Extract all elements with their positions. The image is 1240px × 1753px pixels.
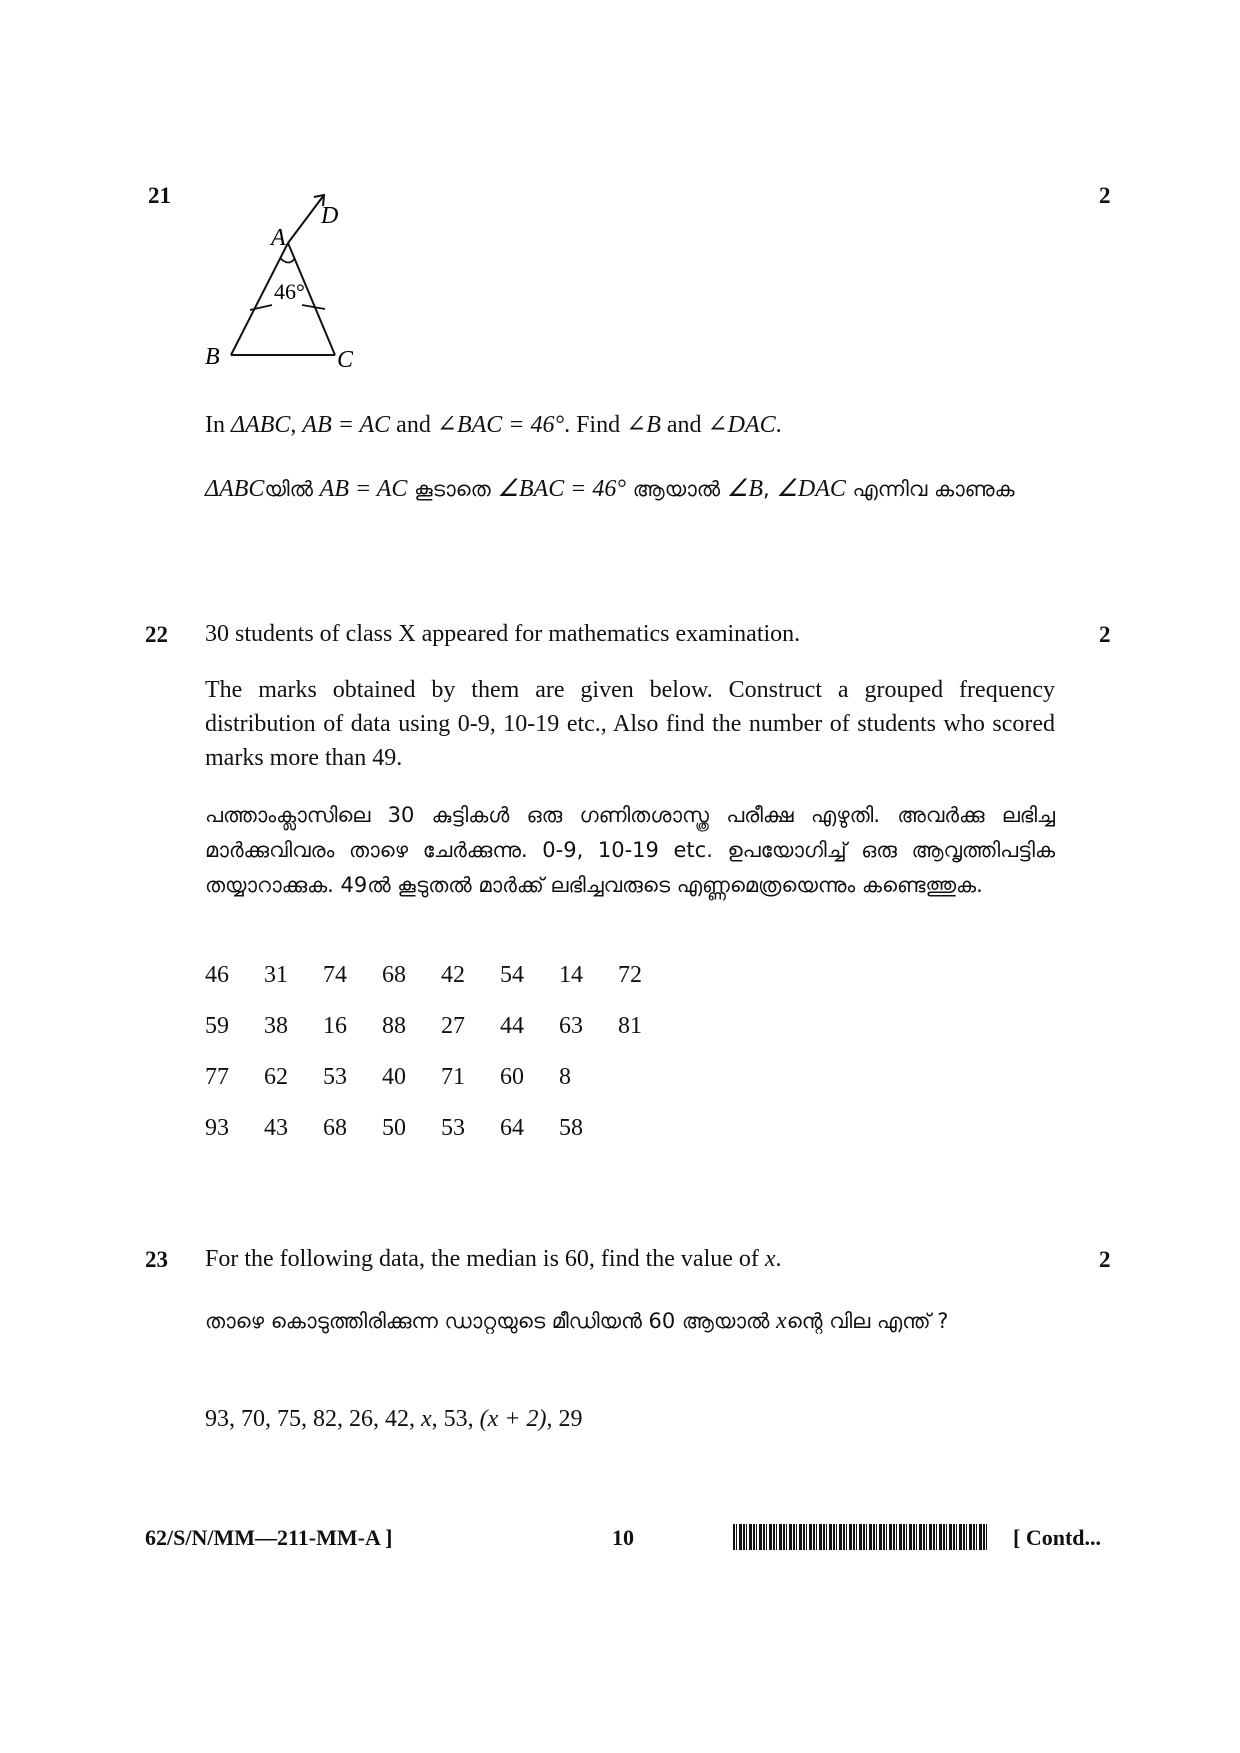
label-c: C <box>337 347 354 370</box>
label-d: D <box>321 203 339 229</box>
q23-malayalam-text: താഴെ കൊടുത്തിരിക്കുന്ന ഡാറ്റയുടെ മീഡിയൻ 60 ആയാൽ xന്റെ വില എന്ത് ? <box>205 1308 949 1334</box>
data-row: 77 62 53 40 71 60 8 <box>205 1064 571 1090</box>
data-row: 46 31 74 68 42 54 14 72 <box>205 962 642 988</box>
q23-english-text: For the following data, the median is 60, find the value of x. <box>205 1246 782 1272</box>
question-number-22: 22 <box>145 622 168 647</box>
q23-data-values: 93, 70, 75, 82, 26, 42, x, 53, (x + 2), 29 <box>205 1406 583 1432</box>
equal-tick-ab <box>250 305 272 310</box>
question-number-21: 21 <box>148 183 171 208</box>
question-marks-22: 2 <box>1099 622 1111 647</box>
angle-arc <box>280 258 295 263</box>
paper-code: 62/S/N/MM—211-MM-A ] <box>145 1525 393 1550</box>
barcode <box>733 1524 988 1550</box>
question-marks-21: 2 <box>1099 183 1111 208</box>
question-marks-23: 2 <box>1099 1247 1111 1272</box>
label-b: B <box>205 344 220 370</box>
data-row: 93 43 68 50 53 64 58 <box>205 1115 583 1141</box>
triangle-figure <box>190 185 390 370</box>
q22-english-line: 30 students of class X appeared for mathematics examination. <box>205 621 801 647</box>
label-a: A <box>271 225 286 251</box>
q22-marks-data <box>205 962 677 1142</box>
q22-english-paragraph: The marks obtained by them are given below. Construct a grouped frequency distribution of data using 0-9, 10-19 etc., Also find the number of students who scored marks more than 49. <box>205 677 1055 771</box>
q21-english-text: In ΔABC, AB = AC and ∠BAC = 46°. Find ∠B and ∠DAC. <box>205 412 782 438</box>
q21-malayalam-text: ΔABCയിൽ AB = AC കൂടാതെ ∠BAC = 46° ആയാൽ ∠B, ∠DAC എന്നിവ കാണുക <box>205 476 1015 502</box>
label-angle: 46° <box>274 279 305 304</box>
data-row: 59 38 16 88 27 44 63 81 <box>205 1013 642 1039</box>
ray-ad <box>288 195 324 243</box>
question-number-23: 23 <box>145 1247 168 1272</box>
continued-label: [ Contd... <box>1013 1525 1102 1550</box>
q22-malayalam-paragraph: പത്താംക്ലാസിലെ 30 കുട്ടികൾ ഒരു ഗണിതശാസ്ത്ര പരീക്ഷ എഴുതി. അവർക്കു ലഭിച്ച മാർക്കുവിവരം താഴെ ചേർക്കുന്നു. 0-9, 10-19 etc. ഉപയോഗിച്ച് ഒരു ആവൃത്തിപട്ടിക തയ്യാറാക്കുക. 49ൽ കൂടുതൽ മാർക്ക് ലഭിച്ചവരുടെ എണ്ണമെത്രയെന്നും കണ്ടെത്തുക. <box>205 803 1055 897</box>
page-number: 10 <box>612 1525 634 1550</box>
